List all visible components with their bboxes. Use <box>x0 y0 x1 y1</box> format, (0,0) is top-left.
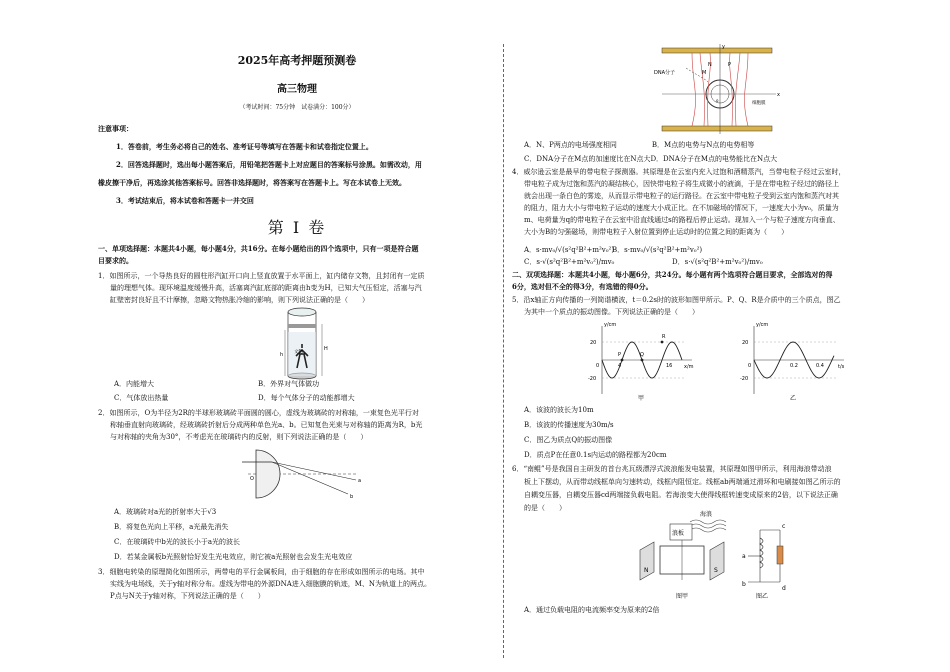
column-divider <box>503 44 504 658</box>
q4-line-e: m、电荷量为q的带电粒子在云室中沿直线通过s的路程后停止运动。现加入一个与粒子速度方向垂直、 <box>524 216 840 224</box>
q2-fig-b: b <box>350 494 354 500</box>
fig6-N: N <box>644 567 649 574</box>
section-2-heading-a: 二、双项选择题：本题共4小题，每小题6分，共24分。每小题有两个选项符合题目要求，全部选对的得 <box>512 270 833 279</box>
q1-option-a: A．内能增大 <box>114 380 155 388</box>
q4-line-c: 就会出现一条白色的雾迹，从而显示带电粒子的运行路径。在云室中带电粒子受到云室内饱和蒸汽对其 <box>524 192 839 200</box>
q5-option-c: C．图乙为质点Q的振动图像 <box>524 436 613 444</box>
fig6-b: b <box>742 581 746 588</box>
q1-option-b: B．外界对气体做功 <box>258 380 320 388</box>
fig6-S: S <box>714 567 718 574</box>
q6-option-a: A．通过负载电阻的电流频率变为原来的2倍 <box>524 606 660 614</box>
q5-option-d: D．质点P在任意0.1s内运动的路程都为20cm <box>524 451 667 459</box>
notes-heading: 注意事项： <box>98 124 133 133</box>
q4-line-b: 带电粒子成为过饱和蒸汽的凝结核心，因快带电粒子将生成微小的液滴，于是在带电粒子经过的路径上 <box>524 180 839 188</box>
q2-line-c: 与对称轴的夹角为30°，不考虑光在玻璃砖内的反射，则下列说法正确的是（ ） <box>110 433 368 441</box>
fig6-wave-label: 海浪 <box>700 511 713 518</box>
q4-line-a: 4．威尔逊云室是最早的带电粒子探测器。其原理是在云室内充入过饱和酒精蒸汽，当带电粒子经过云室时， <box>512 168 846 176</box>
fig5b-xlabel: t/s <box>838 364 845 370</box>
section-2-heading-b: 6分，选对但不全的得3分，有选错的得0分。 <box>512 282 653 291</box>
exam-info: （考试时间：75分钟 试卷满分：100分） <box>239 104 355 111</box>
q4-option-d: D．s·√(s²q²B²+m²v₀²)/mv₀ <box>672 258 763 266</box>
fig5b-tick-0: 0 <box>748 363 752 369</box>
q1-line-a: 1．如图所示，一个导热良好的圆柱形汽缸开口向上竖直放置于水平面上，缸内储存文物，且封闭有一定质 <box>98 272 425 280</box>
q4-option-b: B．s·mv₀/√(s²q²B²+m²v₀²) <box>612 246 703 254</box>
q3-line-a: 3．细胞电转染的原理简化如图所示，两带电的平行金属板间，由于细胞的存在形成如图所示的电场。其中 <box>98 568 425 576</box>
q1-line-c: 缸壁密封良好且不计摩擦，忽略文物热胀冷缩的影响，则下列说法正确的是（ ） <box>110 296 369 304</box>
exam-subject: 高三物理 <box>277 84 317 95</box>
q3-options-cd: C．DNA分子在M点的加速度比在N点大D．DNA分子在M点的电势能比在N点大 <box>524 155 778 163</box>
section-1-heading-a: 一、单项选择题：本题共4小题，每小题4分，共16分。在每小题给出的四个选项中，只有一项是符合题 <box>98 244 419 253</box>
fig6-c: c <box>782 523 786 530</box>
fig5a-tick-0: 0 <box>596 363 600 369</box>
fig5a-P: P <box>618 352 622 358</box>
note-2a: 2．回答选择题时，选出每小题答案后，用铅笔把答题卡上对应题目的答案标号涂黑。如需改动，用 <box>116 160 422 169</box>
q3-fig-dna: DNA分子 <box>654 70 676 76</box>
q2-option-c: C．在玻璃砖中b光的波长小于a光的波长 <box>114 538 241 546</box>
q2-fig-O: O <box>250 476 254 482</box>
q6-line-a: 6．“南鲲”号是我国自主研发的首台兆瓦级漂浮式波浪能发电装置，其原理如图甲所示，利用海浪带动浪 <box>512 465 832 473</box>
q6-line-b: 板上下摆动，从而带动线框单向匀速转动，线框内阻恒定。线框ab两端通过滑环和电刷接如图乙所示的 <box>524 478 841 486</box>
q4-line-d: 的阻力，阻力大小与带电粒子运动的速度大小成正比。在不加磁场的情况下，一速度大小为v₀，质量为 <box>524 204 839 212</box>
q6-line-c: 自耦变压器，自耦变压器cd两端接负载电阻。若海浪变大使得线框转速变成原来的2倍，以下说法正确 <box>524 491 838 499</box>
fig5b-tick-20: 20 <box>742 340 749 346</box>
q3-line-b: 实线为电场线，关于y轴对称分布。虚线为带电的外源DNA进入细胞膜的轨迹，M、N为轨道上的两点。 <box>110 580 432 588</box>
fig6-board-label: 浪板 <box>672 530 685 537</box>
fig5a-tick-m20: -20 <box>588 376 597 382</box>
q1-cylinder-figure <box>282 306 332 380</box>
fig5b-tick-02: 0.2 <box>790 363 798 369</box>
q5-vibration-graph <box>740 320 850 400</box>
fig6-caption-1: 图甲 <box>676 593 689 600</box>
fig5a-tick-4: 4 <box>618 363 622 369</box>
q2-fig-a: a <box>358 478 362 484</box>
q1-fig-wenwu: 文物 <box>294 350 303 355</box>
q3-fig-P: P <box>728 62 732 68</box>
q1-option-c: C．气体放出热量 <box>114 394 169 402</box>
q5-option-a: A．该波的波长为10m <box>524 406 594 414</box>
q2-glass-figure <box>238 444 368 500</box>
q2-line-a: 2．如图所示，O为半径为2R的半球形玻璃砖平面圆的圆心，虚线为玻璃砖的对称轴，一束复色光平行对 <box>98 409 419 417</box>
q2-option-b: B．将复色光向上平移，a光最先消失 <box>114 523 229 531</box>
fig5b-ylabel: y/cm <box>756 322 769 328</box>
q1-fig-H: H <box>324 346 328 352</box>
fig6-d: d <box>782 585 786 592</box>
fig6-a: a <box>742 553 746 560</box>
fig5a-R: R <box>662 334 666 340</box>
q3-fig-N: N <box>708 62 712 68</box>
note-1: 1．答卷前，考生务必将自己的姓名、准考证号等填写在答题卡和试卷指定位置上。 <box>116 142 373 151</box>
note-2b: 橡皮擦干净后，再选涂其他答案标号。回答非选择题时，将答案写在答题卡上。写在本试卷上无效。 <box>98 178 406 187</box>
q1-option-d: D．每个气体分子的动能都增大 <box>258 394 355 402</box>
q2-line-b: 称轴垂直射向玻璃砖，经玻璃砖折射后分成两种单色光a、b。已知复色光束与对称轴的距离为R，b光 <box>110 421 423 429</box>
q3-line-c: P点与N关于y轴对称，下列说法正确的是（ ） <box>110 592 265 600</box>
fig5a-caption: 甲 <box>638 395 645 402</box>
q2-option-d: D．若某金属板b光照射恰好发生光电效应，则它被a光照射也会发生光电效应 <box>114 553 353 561</box>
exam-title: 2025年高考押题预测卷 <box>237 54 357 67</box>
q3-fig-y: y <box>722 44 725 50</box>
q3-fig-membrane: 细胞膜 <box>752 101 766 106</box>
q4-option-a: A．s·mv₀/√(s²q²B²+m²v₀²) <box>524 246 615 254</box>
fig5b-tick-04: 0.4 <box>816 363 824 369</box>
q1-line-b: 量的理想气体。现环境温度缓慢升高，活塞离汽缸底部的距离由h变为H，已知大气压恒定，活塞与汽 <box>110 284 422 292</box>
fig5b-tick-m20: -20 <box>740 376 749 382</box>
q4-option-c: C．s·√(s²q²B²+m²v₀²)/mv₀ <box>524 258 615 266</box>
q5-wave-graph <box>588 320 698 400</box>
q3-fig-o: o <box>716 98 719 103</box>
q6-line-d: 的是（ ） <box>524 504 566 512</box>
right-column <box>512 0 872 672</box>
q4-line-f: 大小为B的匀强磁场，则带电粒子入射位置到停止运动时的位置之间的距离为（ ） <box>524 228 789 236</box>
section-1-heading-b: 目要求的。 <box>98 256 133 265</box>
left-column <box>98 0 496 672</box>
q5-line-b: 为其中一个质点的振动图像。下列说法正确的是（ ） <box>524 308 699 316</box>
q1-fig-h: h <box>280 352 284 358</box>
part-title: 第 I 卷 <box>267 218 327 237</box>
q2-option-a: A．玻璃砖对a光的折射率大于√3 <box>114 508 217 516</box>
q3-fig-x: x <box>777 92 780 98</box>
fig5a-xlabel: x/m <box>684 364 694 370</box>
note-3: 3．考试结束后，将本试卷和答题卡一并交回 <box>116 196 254 205</box>
fig5a-tick-16: 16 <box>666 363 673 369</box>
fig5a-ylabel: y/cm <box>604 322 617 328</box>
fig5a-Q: Q <box>640 352 644 358</box>
fig5b-caption: 乙 <box>790 395 797 402</box>
q3-field-figure <box>652 44 782 136</box>
fig6-caption-2: 图乙 <box>756 593 769 600</box>
q5-option-b: B．该波的传播速度为30m/s <box>524 421 614 429</box>
q6-generator-figure <box>630 510 810 600</box>
q3-fig-M: M <box>702 70 707 76</box>
q3-options-ab: A．N、P两点的电场强度相同 B．M点的电势与N点的电势相等 <box>524 141 755 149</box>
fig5a-tick-20: 20 <box>590 340 597 346</box>
q5-line-a: 5．沿x轴正方向传播的一列简谐横波，t＝0.2s时的波形如图甲所示。P、Q、R是介质中的三个质点，图乙 <box>512 296 841 304</box>
